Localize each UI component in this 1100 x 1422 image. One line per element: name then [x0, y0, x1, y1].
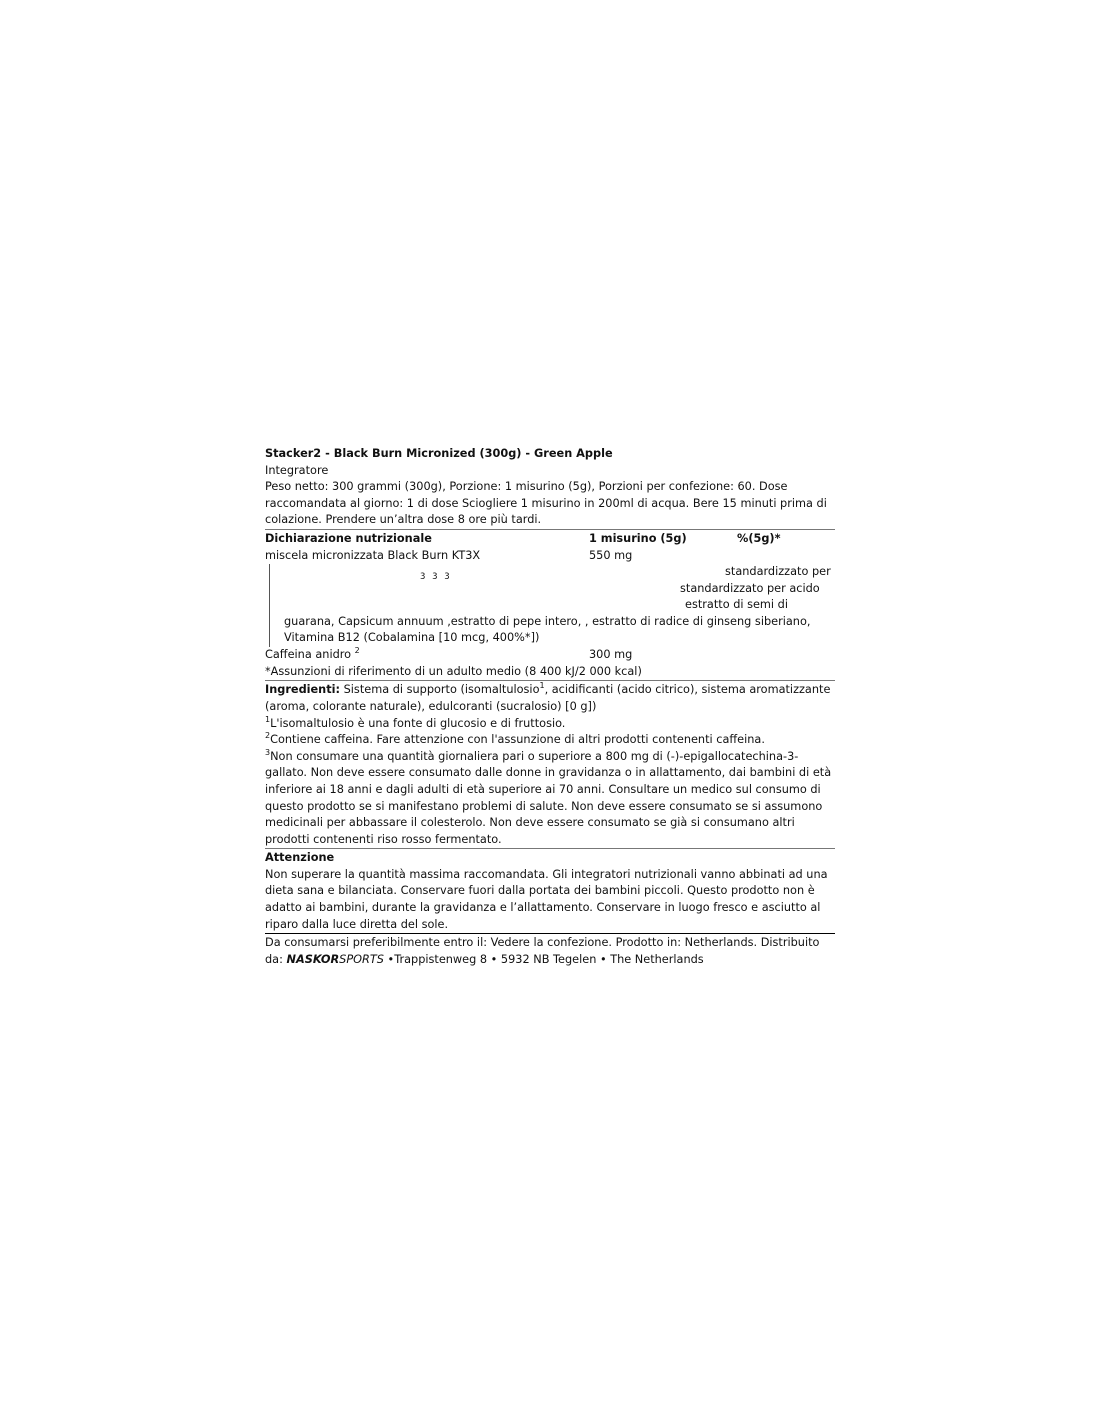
superscript: 2: [354, 646, 360, 656]
footer: Da consumarsi preferibilmente entro il: Vedere la confezione. Prodotto in: Netherlands. Distribuito da: NASKORSPORTS •Trappistenweg 8 • 5932 NB Tegelen • The Netherlands: [265, 936, 820, 966]
fragment-b: standardizzato per acido: [680, 582, 820, 596]
product-label: [265, 446, 835, 968]
sub-line-2: Vitamina B12 (Cobalamina [10 mcg, 400%*]): [284, 631, 540, 645]
warning-section: [265, 849, 835, 934]
row-value: 550 mg: [589, 548, 633, 562]
header-percent: %(5g)*: [737, 531, 781, 545]
fragment-superscripts: 3 3 3: [420, 572, 452, 583]
table-header: [265, 531, 835, 548]
brand-logo-bold: NASKOR: [286, 952, 340, 966]
product-info: Peso netto: 300 grammi (300g), Porzione: 1 misurino (5g), Porzioni per confezione: 60. Dose raccomandata al giorno: 1 di dose Sciogliere 1 misurino in 200ml di acqua. Bere 15 minuti prima di colazione. Prendere un’altra dose 8 ore più tardi.: [265, 479, 835, 530]
nutrition-table: [265, 530, 835, 681]
sub-line-1: guarana, Capsicum annuum ,estratto di pepe intero, , estratto di radice di ginseng siberiano,: [284, 615, 811, 629]
note-1: $^1$L'isomaltulosio è una fonte di glucosio e di fruttosio.: [265, 714, 566, 730]
ingredients-label: Ingredienti:: [265, 683, 341, 697]
sub-ingredients: [269, 564, 835, 647]
note-2: $^2$Contiene caffeina. Fare attenzione con l'assunzione di altri prodotti contenenti caffeina.: [265, 731, 765, 747]
row-name: miscela micronizzata Black Burn KT3X: [265, 548, 481, 562]
table-row: [265, 548, 835, 565]
brand-logo-italic: SPORTS: [339, 952, 384, 966]
warning-title: Attenzione: [265, 851, 335, 865]
product-category: Integratore: [265, 463, 329, 477]
row-name: Caffeina anidro $^2$: [265, 646, 360, 662]
header-name: Dichiarazione nutrizionale: [265, 531, 432, 545]
warning-text: Non superare la quantità massima raccomandata. Gli integratori nutrizionali vanno abbinati ad una dieta sana e bilanciata. Conservare fuori dalla portata dei bambini piccoli. Questo prodotto non è adatto ai bambini, durante la gravidanza e l’allattamento. Conservare in luogo fresco e asciutto al riparo dalla luce diretta del sole.: [265, 867, 835, 934]
row-value: 300 mg: [589, 648, 633, 662]
ingredients: Ingredienti: Sistema di supporto (isomaltulosio$^1$, acidificanti (acido citrico), sistema aromatizzante (aroma, colorante naturale), edulcoranti (sucralosio) [0 g]): [265, 681, 831, 713]
table-row: [265, 647, 835, 664]
fragment-a: standardizzato per: [725, 565, 831, 579]
note-3: $^3$Non consumare una quantità giornaliera pari o superiore a 800 mg di (-)-epigallocatechina-3-gallato. Non deve essere consumato dalle donne in gravidanza o in allattamento, dai bambini di età inferiore ai 18 anni e dagli adulti di età superiore ai 70 anni. Consultare un medico sul consumo di questo prodotto se si manifestano problemi di salute. Non deve essere consumato se si assumono medicinali per abbassare il colesterolo. Non deve essere consumato se già si consumano altri prodotti contenenti riso rosso fermentato.: [265, 749, 835, 850]
product-title: Stacker2 - Black Burn Micronized (300g) - Green Apple: [265, 447, 613, 460]
table-footnote: *Assunzioni di riferimento di un adulto medio (8 400 kJ/2 000 kcal): [265, 664, 835, 682]
header-portion: 1 misurino (5g): [589, 531, 687, 545]
fragment-c: estratto di semi di: [685, 598, 788, 612]
ingredients-section: [265, 681, 835, 849]
